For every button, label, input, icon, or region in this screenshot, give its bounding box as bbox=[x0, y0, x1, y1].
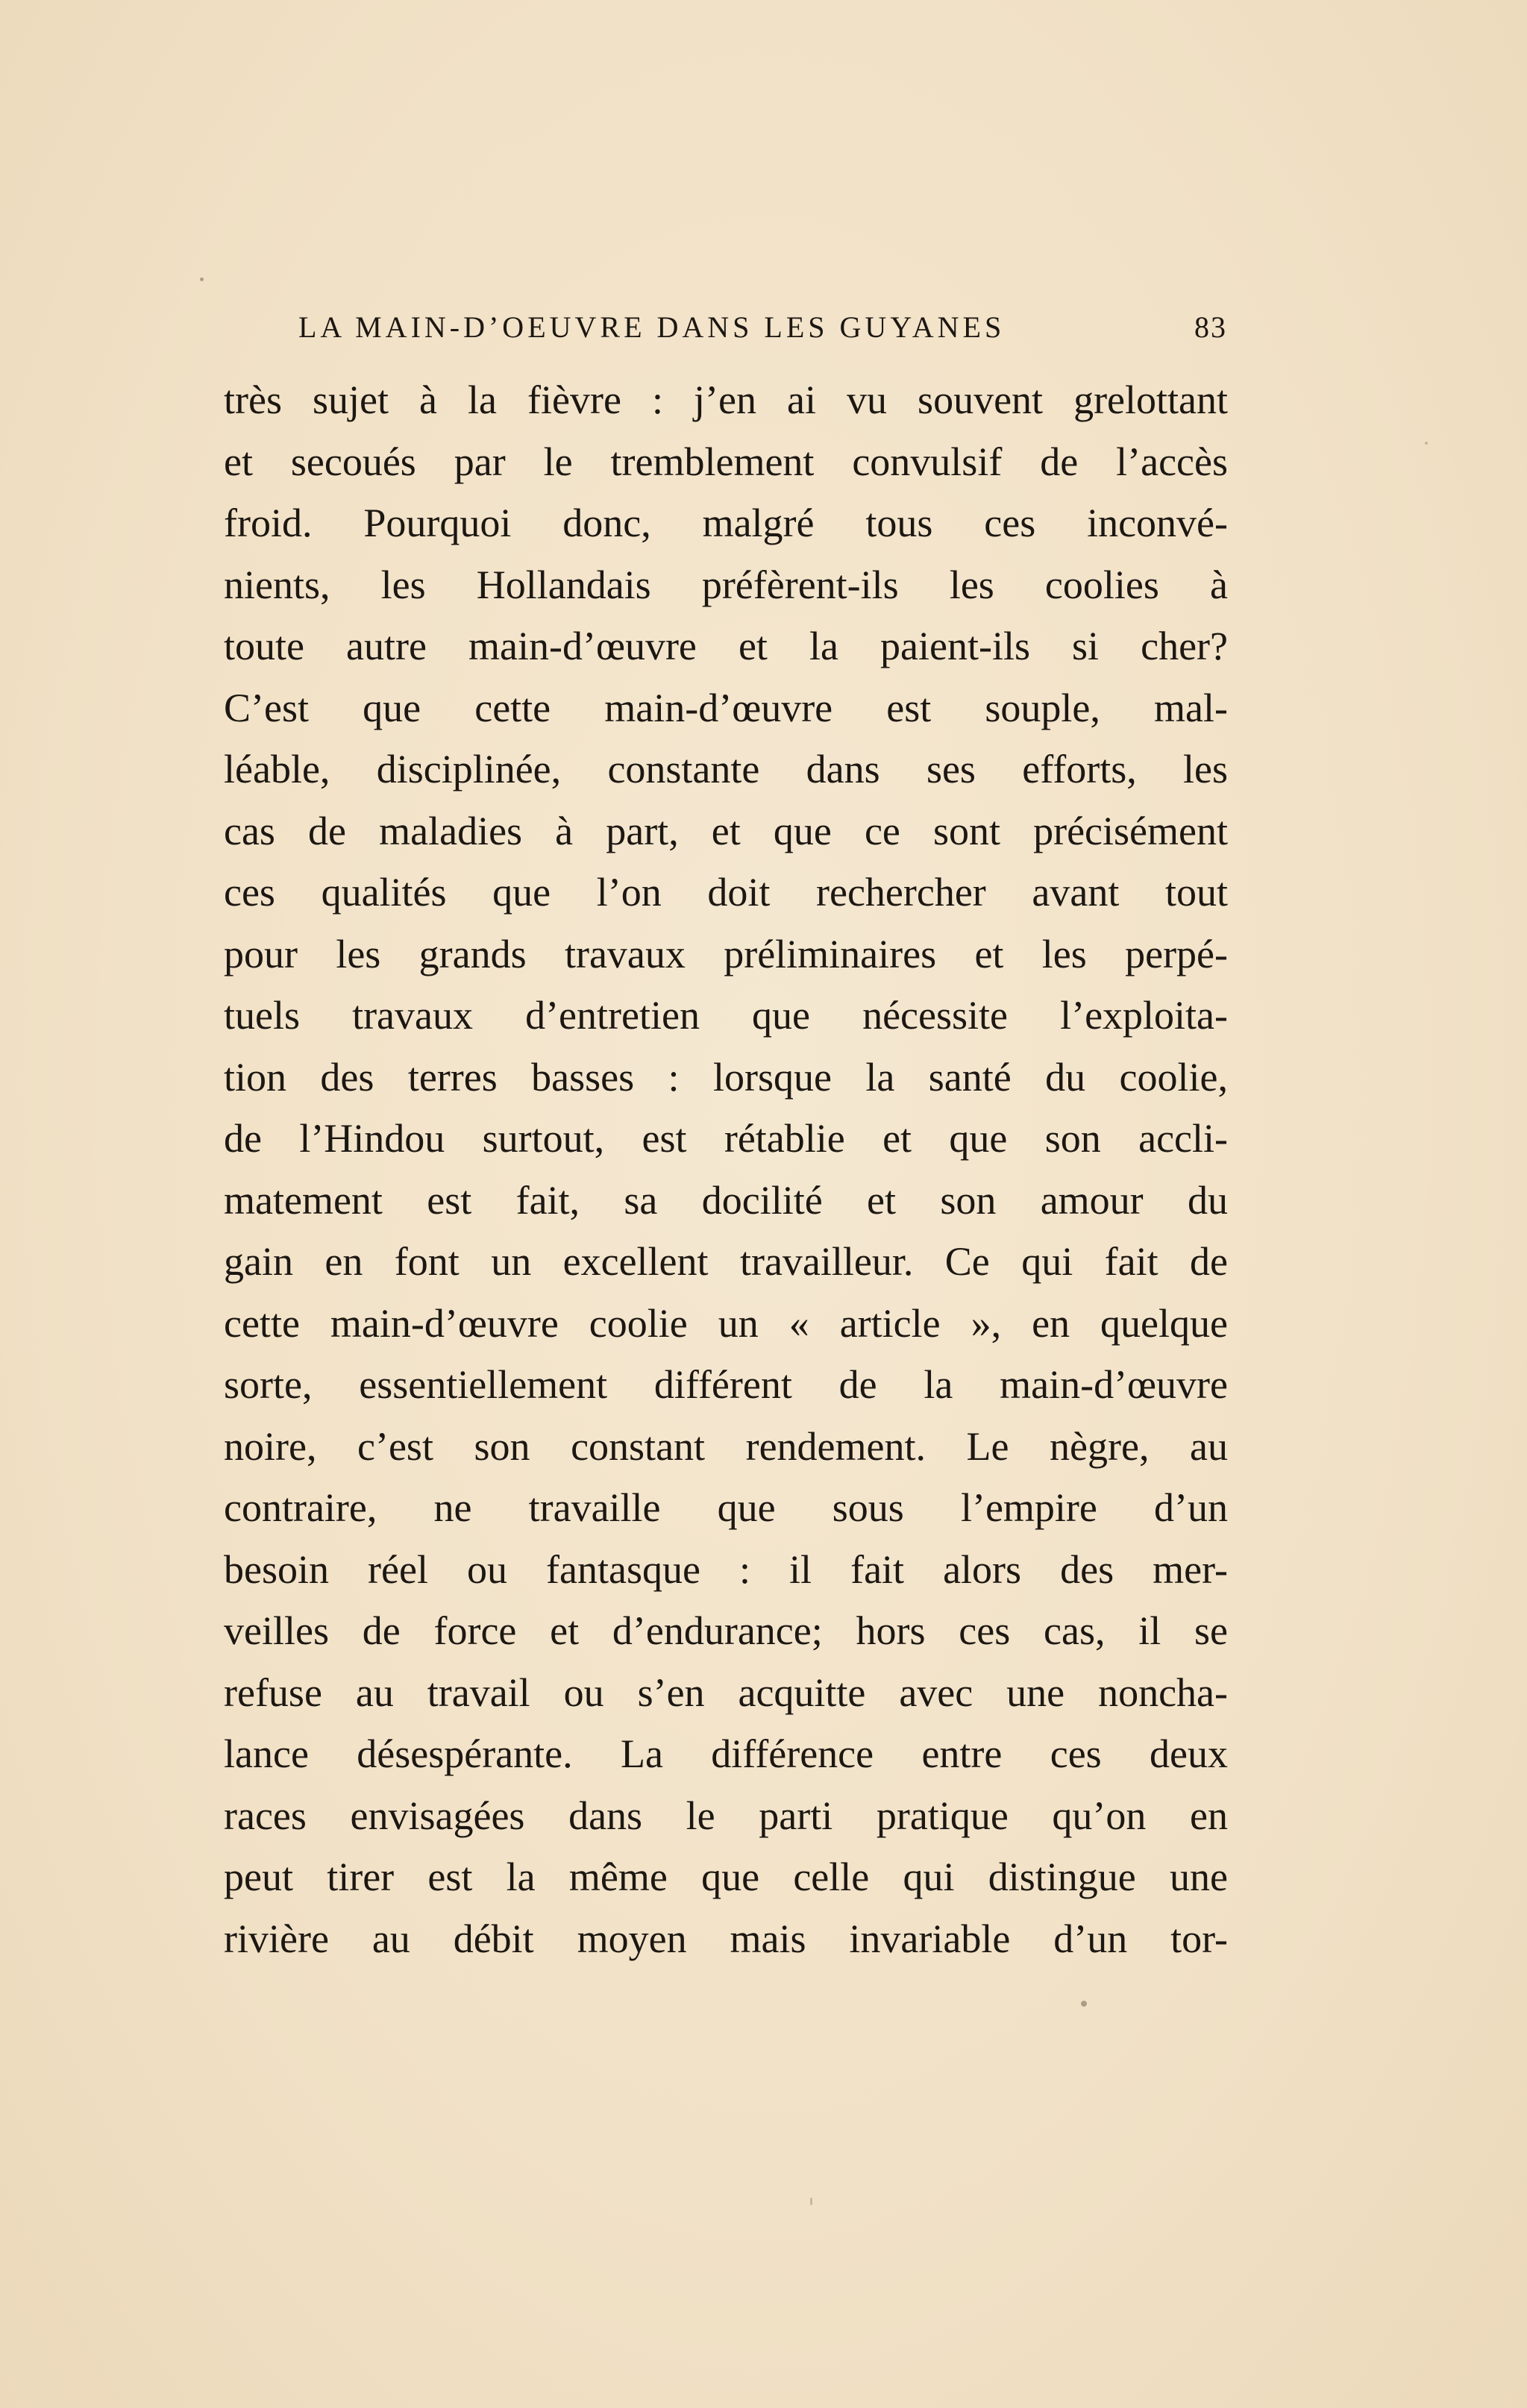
text-line: cette main-d’œuvre coolie un « article », en quelque bbox=[224, 1300, 1228, 1346]
text-line: nients, les Hollandais préfèrent-ils les coolies à bbox=[224, 562, 1228, 607]
text-line: tion des terres basses : lorsque la santé du coolie, bbox=[224, 1054, 1228, 1100]
running-head bbox=[298, 304, 1227, 349]
text-line: léable, disciplinée, constante dans ses efforts, les bbox=[224, 747, 1228, 791]
text-line: lance désespérante. La différence entre ces deux bbox=[224, 1731, 1228, 1776]
paper-speck bbox=[1425, 442, 1428, 445]
text-line: et secoués par le tremblement convulsif de l’accès bbox=[224, 439, 1228, 484]
text-line: veilles de force et d’endurance; hors ces cas, il se bbox=[224, 1608, 1228, 1653]
text-line: très sujet à la fièvre : j’en ai vu souvent grelottant bbox=[224, 377, 1228, 422]
text-line: ces qualités que l’on doit rechercher avant tout bbox=[224, 870, 1228, 915]
text-line: sorte, essentiellement différent de la main-d’œuvre bbox=[224, 1362, 1228, 1407]
text-line: besoin réel ou fantasque : il fait alors des mer- bbox=[224, 1546, 1228, 1592]
text-line: rivière au débit moyen mais invariable d’un tor- bbox=[224, 1916, 1228, 1961]
paper-speck bbox=[1081, 2001, 1087, 2007]
text-line: matement est fait, sa docilité et son amour du bbox=[224, 1177, 1228, 1223]
paper-speck bbox=[200, 278, 204, 281]
text-line: refuse au travail ou s’en acquitte avec une noncha- bbox=[224, 1669, 1228, 1715]
text-line: C’est que cette main-d’œuvre est souple, mal- bbox=[224, 685, 1228, 730]
text-line: noire, c’est son constant rendement. Le nègre, au bbox=[224, 1423, 1228, 1469]
text-line: froid. Pourquoi donc, malgré tous ces inconvé- bbox=[224, 501, 1228, 545]
text-line: races envisagées dans le parti pratique qu’on en bbox=[224, 1793, 1228, 1838]
page-number: 83 bbox=[1194, 310, 1227, 344]
text-line: peut tirer est la même que celle qui distingue une bbox=[224, 1854, 1228, 1899]
body-text bbox=[224, 369, 1228, 1969]
text-line: cas de maladies à part, et que ce sont précisément bbox=[224, 808, 1228, 853]
text-line: contraire, ne travaille que sous l’empire d’un bbox=[224, 1485, 1228, 1530]
text-line: tuels travaux d’entretien que nécessite l’exploita- bbox=[224, 993, 1228, 1038]
text-line: toute autre main-d’œuvre et la paient-ils si cher? bbox=[224, 624, 1228, 668]
paper-speck bbox=[810, 2198, 812, 2205]
text-line: de l’Hindou surtout, est rétablie et que son accli- bbox=[224, 1116, 1228, 1161]
text-line: pour les grands travaux préliminaires et les perpé- bbox=[224, 931, 1228, 976]
running-title: LA MAIN-D’OEUVRE DANS LES GUYANES bbox=[298, 310, 1006, 344]
text-line: gain en font un excellent travailleur. Ce qui fait de bbox=[224, 1239, 1228, 1284]
